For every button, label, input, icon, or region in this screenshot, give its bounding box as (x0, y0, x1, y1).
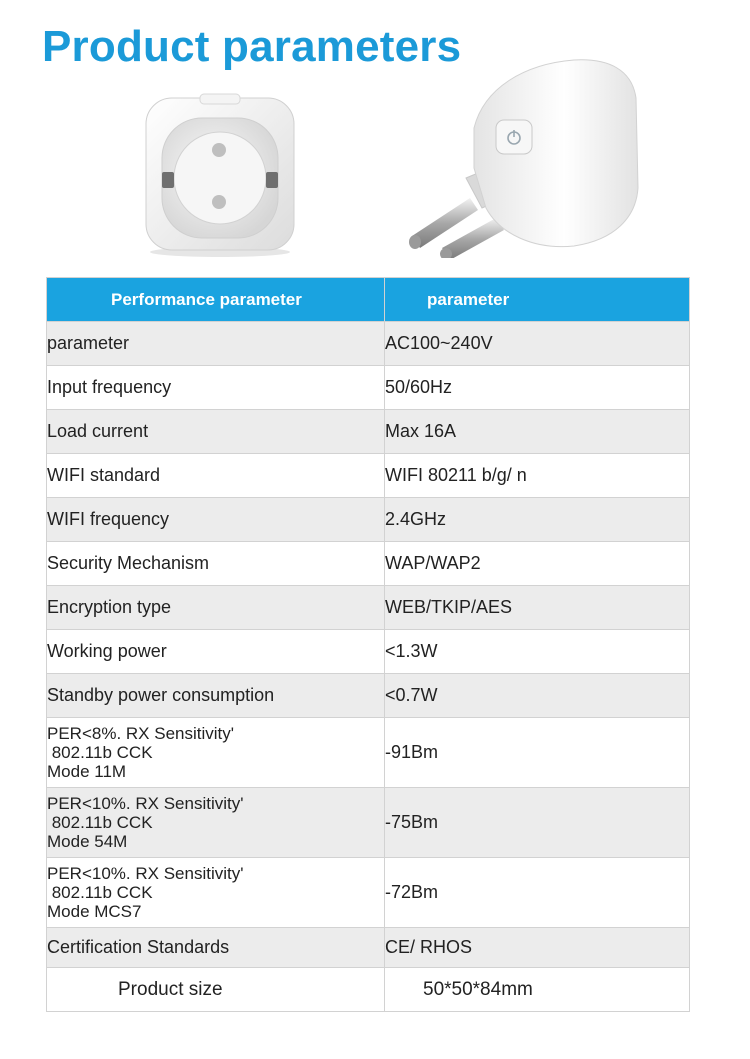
row-label: WIFI frequency (47, 498, 385, 542)
parameters-table (46, 277, 690, 1012)
table-row (47, 498, 690, 542)
smart-plug-front-photo (140, 92, 300, 258)
table-row (47, 586, 690, 630)
row-value: WAP/WAP2 (385, 542, 690, 586)
row-label-line: 802.11b CCK (47, 813, 153, 832)
row-label (47, 858, 385, 928)
row-label: parameter (47, 322, 385, 366)
table-row (47, 630, 690, 674)
row-label: Certification Standards (47, 928, 385, 968)
table-row (47, 674, 690, 718)
row-label-line: Mode 54M (47, 832, 128, 851)
row-label-line: Mode MCS7 (47, 902, 142, 921)
table-row (47, 454, 690, 498)
row-value: <1.3W (385, 630, 690, 674)
row-label-line: PER<8%. RX Sensitivity' (47, 724, 235, 743)
table-row (47, 366, 690, 410)
page-title: Product parameters (42, 22, 462, 71)
smart-plug-side-photo (404, 58, 644, 258)
row-label (47, 718, 385, 788)
row-label: Standby power consumption (47, 674, 385, 718)
row-label-line: 802.11b CCK (47, 743, 153, 762)
row-label-line: PER<10%. RX Sensitivity' (47, 864, 244, 883)
table-row (47, 858, 690, 928)
header-performance-parameter: Performance parameter (47, 278, 385, 322)
row-value: WEB/TKIP/AES (385, 586, 690, 630)
row-label (47, 788, 385, 858)
row-label: Input frequency (47, 366, 385, 410)
row-label-line: Mode 11M (47, 762, 127, 781)
row-label: Load current (47, 410, 385, 454)
row-value: -75Bm (385, 788, 690, 858)
table-row (47, 968, 690, 1012)
row-value: 2.4GHz (385, 498, 690, 542)
row-value: <0.7W (385, 674, 690, 718)
row-value: -91Bm (385, 718, 690, 788)
row-value: AC100~240V (385, 322, 690, 366)
row-label: WIFI standard (47, 454, 385, 498)
row-label: Security Mechanism (47, 542, 385, 586)
row-value: 50*50*84mm (385, 968, 690, 1012)
row-label: Working power (47, 630, 385, 674)
row-value: CE/ RHOS (385, 928, 690, 968)
table-row (47, 322, 690, 366)
table-row (47, 410, 690, 454)
table-row (47, 788, 690, 858)
table-header-row (47, 278, 690, 322)
row-value: WIFI 80211 b/g/ n (385, 454, 690, 498)
row-label-line: 802.11b CCK (47, 883, 153, 902)
table-row (47, 542, 690, 586)
row-label: Encryption type (47, 586, 385, 630)
row-value: 50/60Hz (385, 366, 690, 410)
table-row (47, 718, 690, 788)
row-label-line: PER<10%. RX Sensitivity' (47, 794, 244, 813)
table-row (47, 928, 690, 968)
row-value: -72Bm (385, 858, 690, 928)
row-value: Max 16A (385, 410, 690, 454)
row-label: Product size (47, 968, 385, 1012)
header-parameter: parameter (385, 278, 690, 322)
